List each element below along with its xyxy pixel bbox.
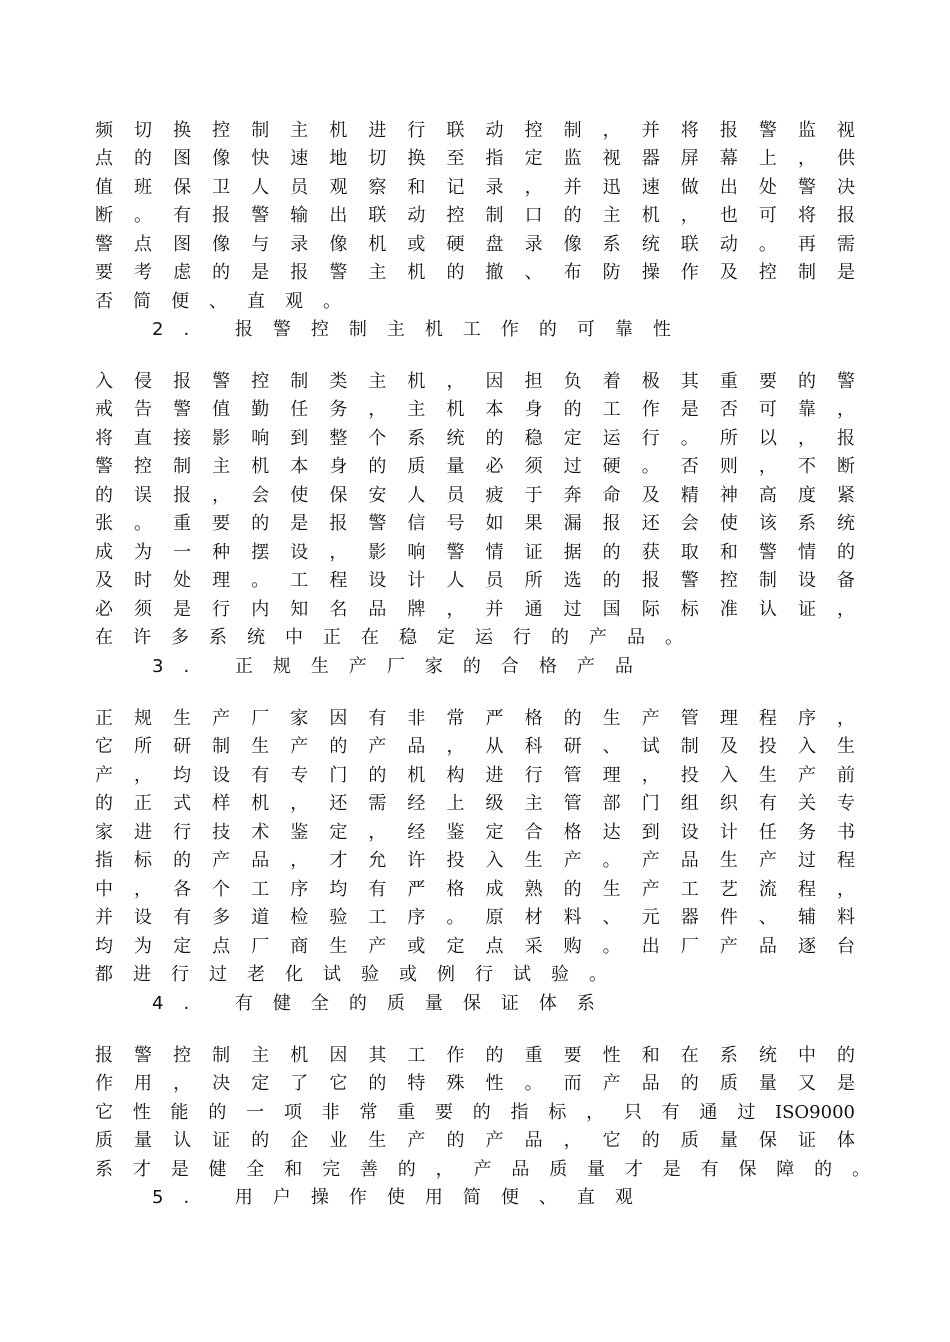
paragraph-line: 指 标 的 产 品 ， 才 允 许 投 入 生 产 。 产 品 生 产 过 程: [95, 850, 855, 871]
paragraph-line: 系 才 是 健 全 和 完 善 的 ， 产 品 质 量 才 是 有 保 障 的 。: [95, 1159, 870, 1180]
paragraph-line: 断 。 有 报 警 输 出 联 动 控 制 口 的 主 机 ， 也 可 将 报: [95, 205, 855, 226]
paragraph-line: 频 切 换 控 制 主 机 进 行 联 动 控 制 ， 并 将 报 警 监 视: [95, 120, 855, 141]
paragraph-line: 家 进 行 技 术 鉴 定 ， 经 鉴 定 合 格 达 到 设 计 任 务 书: [95, 822, 855, 843]
paragraph-line: 要 考 虑 的 是 报 警 主 机 的 撤 、 布 防 操 作 及 控 制 是: [95, 262, 855, 283]
paragraph-line: 张 。 重 要 的 是 报 警 信 号 如 果 漏 报 还 会 使 该 系 统: [95, 513, 855, 534]
paragraph-line: 均 为 定 点 厂 商 生 产 或 定 点 采 购 。 出 厂 产 品 逐 台: [95, 936, 855, 957]
paragraph-line: 戒 告 警 值 勤 任 务 ， 主 机 本 身 的 工 作 是 否 可 靠 ，: [95, 399, 855, 420]
paragraph-line: 点 的 图 像 快 速 地 切 换 至 指 定 监 视 器 屏 幕 上 ， 供: [95, 148, 855, 169]
paragraph-line: 产 ， 均 设 有 专 门 的 机 构 进 行 管 理 ， 投 入 生 产 前: [95, 765, 855, 786]
paragraph-line-last: 否简便、直观。: [95, 291, 361, 312]
paragraph-line-last: 在许多系统中正在稳定运行的产品。: [95, 627, 703, 648]
paragraph-line: 报 警 控 制 主 机 因 其 工 作 的 重 要 性 和 在 系 统 中 的: [95, 1045, 855, 1066]
paragraph-line: 质 量 认 证 的 企 业 生 产 的 产 品 ， 它 的 质 量 保 证 体: [95, 1130, 855, 1151]
paragraph-line: 的 正 式 样 机 ， 还 需 经 上 级 主 管 部 门 组 织 有 关 专: [95, 793, 855, 814]
paragraph-line: 警 点 图 像 与 录 像 机 或 硬 盘 录 像 系 统 联 动 。 再 需: [95, 234, 855, 255]
paragraph-line: 它 性 能 的 一 项 非 常 重 要 的 指 标 ， 只 有 通 过 ISO9000: [95, 1102, 855, 1123]
section-heading-3: 3. 正规生产厂家的合格产品: [152, 656, 653, 677]
paragraph-line: 中 ， 各 个 工 序 均 有 严 格 成 熟 的 生 产 工 艺 流 程 ，: [95, 879, 855, 900]
paragraph-line: 将 直 接 影 响 到 整 个 系 统 的 稳 定 运 行 。 所 以 ， 报: [95, 428, 855, 449]
paragraph-line: 成 为 一 种 摆 设 ， 影 响 警 情 证 据 的 获 取 和 警 情 的: [95, 542, 855, 563]
paragraph-line-last: 都进行过老化试验或例行试验。: [95, 964, 627, 985]
paragraph-line: 入 侵 报 警 控 制 类 主 机 ， 因 担 负 着 极 其 重 要 的 警: [95, 371, 855, 392]
paragraph-line: 的 误 报 ， 会 使 保 安 人 员 疲 于 奔 命 及 精 神 高 度 紧: [95, 485, 855, 506]
section-heading-5: 5. 用户操作使用简便、直观: [152, 1187, 653, 1208]
paragraph-line: 并 设 有 多 道 检 验 工 序 。 原 材 料 、 元 器 件 、 辅 料: [95, 907, 855, 928]
paragraph-line: 必 须 是 行 内 知 名 品 牌 ， 并 通 过 国 际 标 准 认 证 ，: [95, 599, 855, 620]
paragraph-line: 正 规 生 产 厂 家 因 有 非 常 严 格 的 生 产 管 理 程 序 ，: [95, 708, 855, 729]
paragraph-line: 值 班 保 卫 人 员 观 察 和 记 录 ， 并 迅 速 做 出 处 警 决: [95, 177, 855, 198]
paragraph-line: 警 控 制 主 机 本 身 的 质 量 必 须 过 硬 。 否 则 ， 不 断: [95, 456, 855, 477]
paragraph-line: 作 用 ， 决 定 了 它 的 特 殊 性 。 而 产 品 的 质 量 又 是: [95, 1073, 855, 1094]
paragraph-line: 及 时 处 理 。 工 程 设 计 人 员 所 选 的 报 警 控 制 设 备: [95, 570, 855, 591]
section-heading-4: 4. 有健全的质量保证体系: [152, 993, 615, 1014]
section-heading-2: 2. 报警控制主机工作的可靠性: [152, 319, 691, 340]
paragraph-line: 它 所 研 制 生 产 的 产 品 ， 从 科 研 、 试 制 及 投 入 生: [95, 736, 855, 757]
